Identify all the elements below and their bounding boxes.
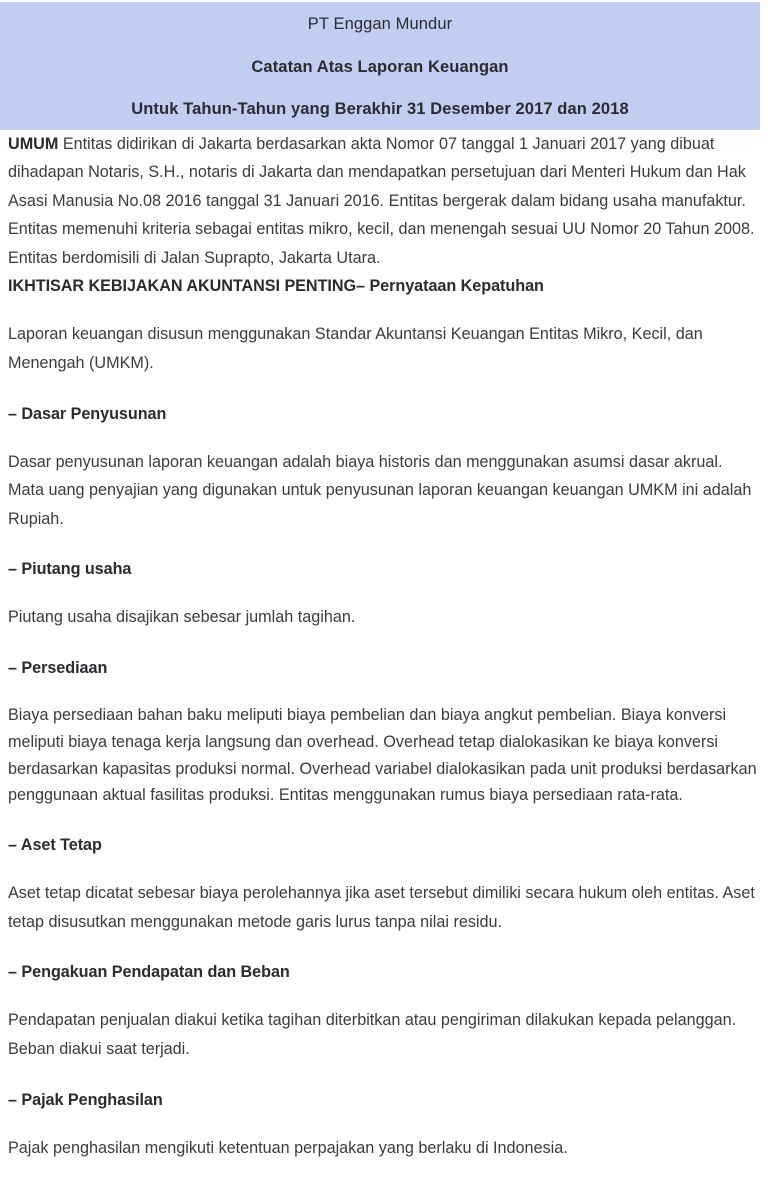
heading-pajak-penghasilan: – Pajak Penghasilan (8, 1090, 163, 1109)
spacer (8, 1064, 760, 1086)
paragraph-pengakuan-pendapatan-beban: Pendapatan penjualan diakui ketika tagihan diterbitkan atau pengiriman dilakukan kepada pelanggan. Beban diakui saat terjadi. (8, 1011, 737, 1058)
spacer (8, 809, 760, 831)
spacer (8, 859, 760, 879)
heading-piutang-usaha: – Piutang usaha (8, 560, 132, 579)
spacer (8, 632, 760, 654)
document-subtitle: Catatan Atas Laporan Keuangan (251, 57, 509, 76)
umum-lead-label: UMUM (8, 134, 59, 153)
document-body (0, 130, 768, 1163)
heading-aset-tetap: – Aset Tetap (8, 836, 102, 855)
spacer (8, 1114, 760, 1134)
spacer (8, 583, 760, 603)
paragraph-aset-tetap: Aset tetap dicatat sebesar biaya perolehannya jika aset tersebut dimiliki secara hukum oleh entitas. Aset tetap disusutkan menggunakan metode garis lurus tanpa nilai residu. (8, 884, 755, 931)
spacer (8, 682, 760, 702)
umum-text: Entitas didirikan di Jakarta berdasarkan akta Nomor 07 tanggal 1 Januari 2017 yang dibuat dihadapan Notaris, S.H., notaris di Jakarta dan mendapatkan persetujuan dari Menteri Hukum dan Hak Asasi Manusia No.08 2016 tanggal 31 Januari 2016. Entitas bergerak dalam bidang usaha manufaktur. Entitas memenuhi kriteria sebagai entitas mikro, kecil, dan menengah sesuai UU Nomor 20 Tahun 2008. Entitas berdomisili di Jalan Suprapto, Jakarta Utara. (8, 134, 755, 267)
reporting-period: Untuk Tahun-Tahun yang Berakhir 31 Desember 2017 dan 2018 (131, 100, 629, 118)
heading-ikhtisar-kebijakan: IKHTISAR KEBIJAKAN AKUNTANSI PENTING– Pernyataan Kepatuhan (8, 277, 544, 296)
paragraph-persediaan: Biaya persediaan bahan baku meliputi biaya pembelian dan biaya angkut pembelian. Biaya konversi meliputi biaya tenaga kerja langsung dan overhead. Overhead tetap dialokasikan ke biaya konversi berdasarkan kapasitas produksi normal. Overhead variabel dialokasikan pada unit produksi berdasarkan penggunaan aktual fasilitas produksi. Entitas menggunakan rumus biaya persediaan rata-rata. (8, 706, 757, 805)
heading-dasar-penyusunan: – Dasar Penyusunan (8, 404, 167, 423)
spacer (8, 300, 760, 320)
spacer (8, 378, 760, 400)
document-header (0, 2, 760, 130)
company-name: PT Enggan Mundur (307, 15, 453, 33)
heading-pengakuan-pendapatan-beban: – Pengakuan Pendapatan dan Beban (8, 963, 290, 982)
spacer (8, 533, 760, 555)
paragraph-ikhtisar: Laporan keuangan disusun menggunakan Standar Akuntansi Keuangan Entitas Mikro, Kecil, dan Menengah (UMKM). (8, 325, 703, 373)
paragraph-piutang-usaha: Piutang usaha disajikan sebesar jumlah tagihan. (8, 608, 356, 627)
heading-persediaan: – Persediaan (8, 659, 108, 678)
paragraph-pajak-penghasilan: Pajak penghasilan mengikuti ketentuan perpajakan yang berlaku di Indonesia. (8, 1138, 568, 1157)
paragraph-umum (8, 130, 760, 273)
spacer (8, 428, 760, 448)
paragraph-dasar-penyusunan: Dasar penyusunan laporan keuangan adalah biaya historis dan menggunakan asumsi dasar akrual. Mata uang penyajian yang digunakan untuk penyusunan laporan keuangan keuangan UMKM ini adalah Rupiah. (8, 452, 752, 528)
spacer (8, 936, 760, 958)
spacer (8, 986, 760, 1006)
